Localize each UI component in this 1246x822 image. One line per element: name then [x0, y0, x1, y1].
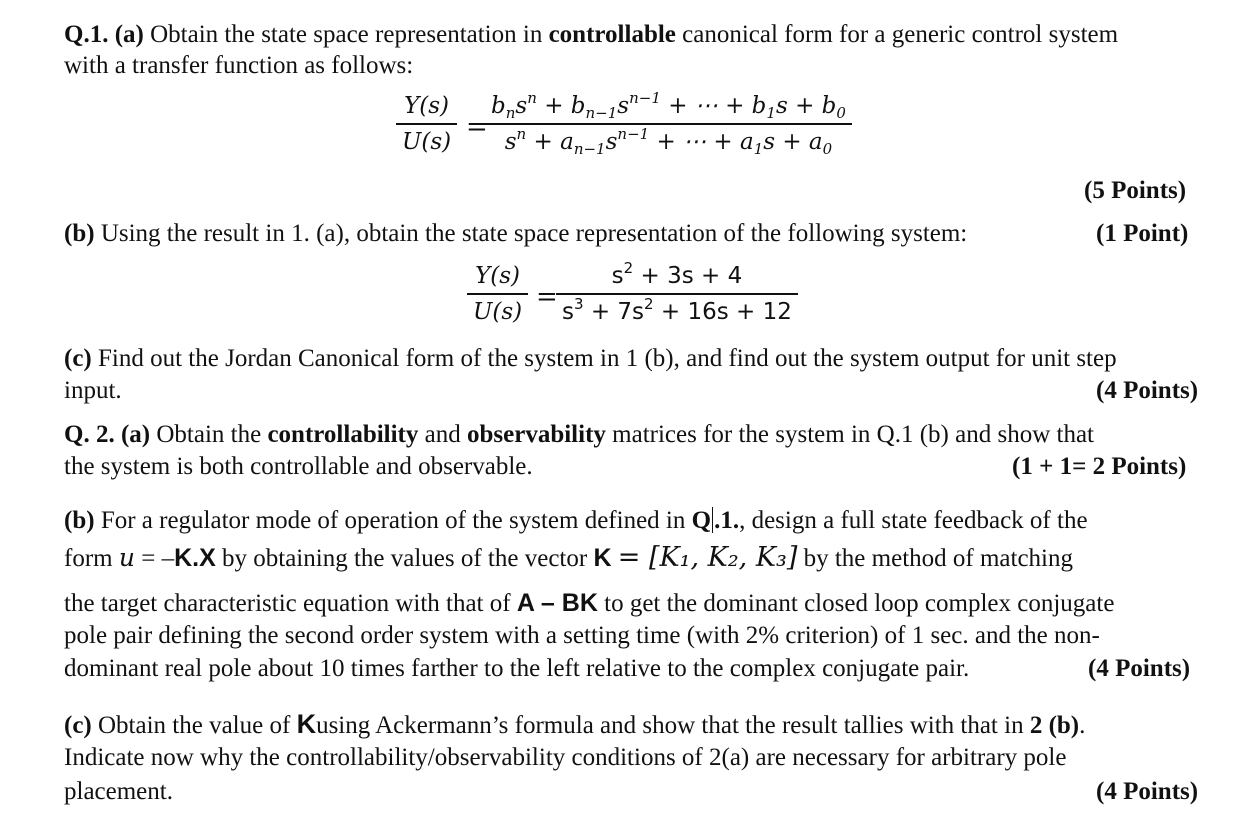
q2b-line-2: [64, 543, 1073, 574]
q2a-bold-controllability: controllability: [267, 421, 419, 448]
q2b-text: For a regulator mode of operation of the system defined in: [100, 507, 686, 534]
q2b-text-3: by obtaining the values of the vector: [222, 545, 588, 572]
q1a-text-2: canonical form for a generic control system: [682, 21, 1119, 48]
q1b-equals: =: [536, 282, 558, 312]
tf-rhs-denominator: $s^3 + 7s^2 + 16s + 12$: [562, 295, 792, 325]
q1a-equals: =: [466, 112, 488, 142]
q2c-line-3: placement.: [64, 778, 173, 805]
q2b-label: (b): [64, 507, 95, 534]
q1a-line-1: [64, 20, 1118, 50]
fraction-bar: [485, 123, 852, 125]
q2b-form-word: form: [64, 545, 113, 572]
k-vector-symbol: K: [593, 544, 612, 572]
q2b-ref-rest: .1.: [714, 507, 740, 534]
q2b-points: (4 Points): [1088, 655, 1191, 682]
q1c-text: Find out the Jordan Canonical form of the system in 1 (b), and find out the system output for unit step: [98, 345, 1117, 372]
tf-lhs-num: Y(s): [404, 93, 450, 119]
fraction-bar: [396, 123, 457, 125]
q1b-label: (b): [64, 220, 95, 247]
tf-lhs-den: U(s): [473, 299, 523, 325]
q2c-label: (c): [64, 712, 92, 739]
q2b-text-4: by the method of matching: [803, 545, 1073, 572]
a-minus-bk: A – BK: [516, 589, 598, 617]
q1a-tf-rhs: [485, 89, 852, 158]
q1a-points: (5 Points): [1084, 177, 1187, 204]
q1a-part-label: (a): [114, 21, 144, 48]
q2-label: Q. 2.: [64, 421, 115, 448]
q1b-text: Using the result in 1. (a), obtain the state space representation of the following system:: [100, 220, 968, 247]
q1b-tf-rhs: [556, 259, 798, 326]
q2b-line-3-text: the target characteristic equation with that of: [64, 590, 511, 617]
text-cursor: [712, 507, 713, 533]
q2b-line-3-text-b: to get the dominant closed loop complex conjugate: [604, 590, 1115, 617]
q2a-points: (1 + 1= 2 Points): [1012, 453, 1187, 480]
q2a-text: Obtain the: [156, 421, 262, 448]
q1b-points: (1 Point): [1096, 220, 1189, 247]
q2a-line-2: the system is both controllable and observable.: [64, 453, 533, 480]
q2b-line-3: [64, 588, 1114, 619]
tf-rhs-numerator: $s^2 + 3s + 4$: [611, 259, 743, 289]
q2c-text-2: using Ackermann’s formula and show that the result tallies with that in: [316, 712, 1024, 739]
fraction-bar: [556, 293, 798, 295]
q2c-line-2: Indicate now why the controllability/observability conditions of 2(a) are necessary for arbitrary pole: [64, 744, 1067, 771]
fraction-bar: [467, 293, 528, 295]
q2c-period: .: [1079, 712, 1086, 739]
q2c-points: (4 Points): [1096, 778, 1199, 805]
q2c-line-1: [64, 709, 1085, 741]
k-symbol: K: [296, 709, 317, 739]
k-vector-components: = [K₁, K₂, K₃]: [617, 542, 798, 573]
q2b-line-4: pole pair defining the second order system with a setting time (with 2% criterion) of 1 sec. and the non-: [64, 622, 1100, 649]
eq-neg: = –: [134, 545, 175, 572]
q1a-text: Obtain the state space representation in: [150, 21, 543, 48]
q2b-ref-q: Q: [691, 507, 712, 534]
q1-label: Q.1.: [64, 21, 109, 48]
q1c-points: (4 Points): [1096, 377, 1199, 404]
kx-expression: K.X: [174, 544, 216, 572]
u-variable: u: [118, 543, 135, 572]
q2b-line-1: [64, 506, 1088, 536]
q1c-label: (c): [64, 345, 92, 372]
q1a-tf-lhs: [396, 92, 457, 156]
q2c-ref: 2 (b): [1029, 712, 1080, 739]
tf-lhs-num: Y(s): [475, 263, 521, 289]
q2a-bold-observability: observability: [467, 421, 606, 448]
q1c-line-1: [64, 344, 1117, 374]
q2c-text: Obtain the value of: [98, 712, 291, 739]
q2a-text-and: and: [424, 421, 461, 448]
q1b-line: [64, 219, 967, 249]
q1b-tf-lhs: [467, 262, 528, 326]
q1a-bold-controllable: controllable: [548, 21, 676, 48]
q2b-text-2: , design a full state feedback of the: [739, 507, 1088, 534]
tf-rhs-denominator: $s^n + a_{n-1}s^{n-1}$ + ⋯ + $a_1s + a_0$: [504, 125, 833, 158]
q2a-part-label: (a): [120, 421, 151, 448]
q2a-line-1: [64, 420, 1094, 450]
tf-rhs-numerator: $b_ns^n + b_{n-1}s^{n-1}$ + ⋯ + $b_1s + b_0$: [491, 89, 846, 122]
q2b-line-5: dominant real pole about 10 times farther to the left relative to the complex conjugate pair.: [64, 655, 970, 682]
q2a-text-3: matrices for the system in Q.1 (b) and show that: [612, 421, 1094, 448]
q1a-line-2: with a transfer function as follows:: [64, 52, 414, 79]
tf-lhs-den: U(s): [402, 129, 452, 155]
q1c-line-2: input.: [64, 377, 122, 404]
